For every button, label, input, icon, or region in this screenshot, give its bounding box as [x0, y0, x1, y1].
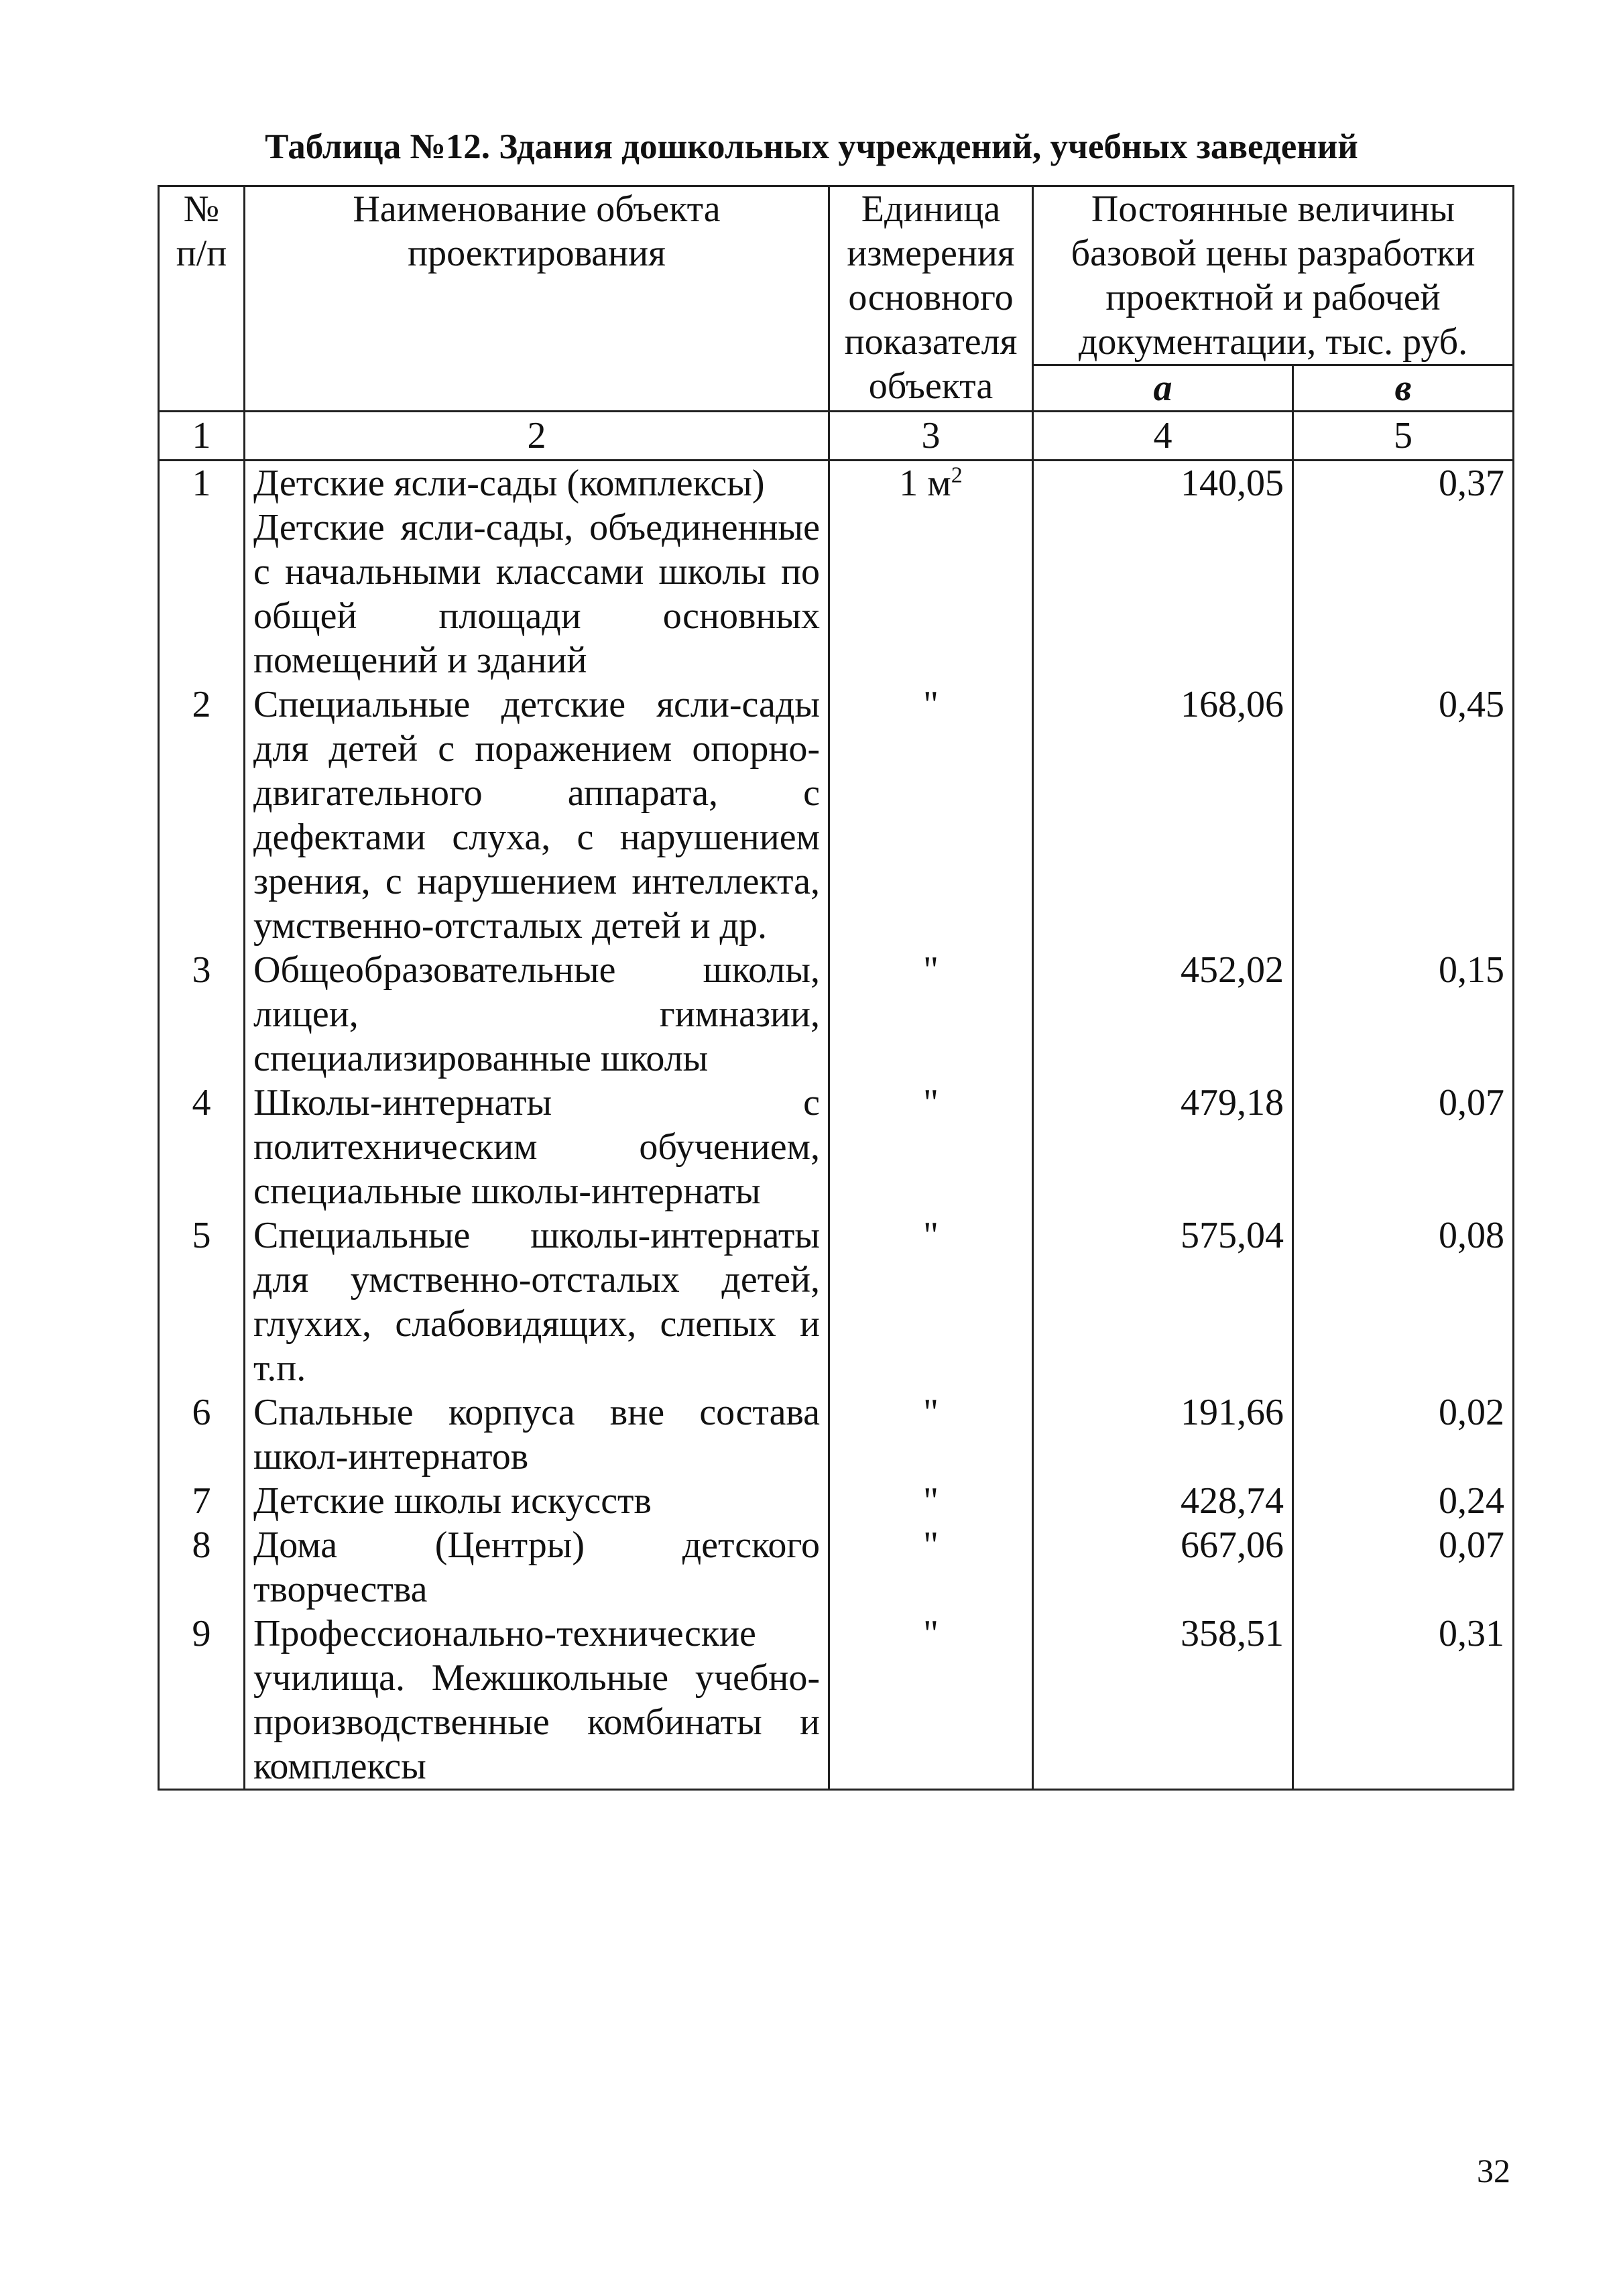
- column-number: 2: [245, 412, 829, 461]
- header-name: Наименование объекта проектирования: [245, 186, 829, 412]
- column-number: 4: [1033, 412, 1293, 461]
- value-b: 0,45: [1293, 682, 1514, 948]
- value-a: 667,06: [1033, 1523, 1293, 1612]
- object-name: Специальные школы-интернаты для умственно-отсталых детей, глухих, слабовидящих, слепых и т.п.: [245, 1213, 829, 1390]
- header-values: Постоянные величины базовой цены разработки проектной и рабочей документации, тыс. руб.: [1033, 186, 1514, 365]
- row-number: 8: [159, 1523, 245, 1612]
- row-number: 5: [159, 1213, 245, 1390]
- unit-ditto: ": [829, 948, 1033, 1081]
- column-number: 5: [1293, 412, 1514, 461]
- object-name: Детские ясли-сады (комплексы) Детские ясли-сады, объединенные с начальными классами школы по общей площади основных помещений и зданий: [245, 461, 829, 683]
- unit-ditto: ": [829, 1390, 1033, 1479]
- row-number: 7: [159, 1479, 245, 1523]
- value-b: 0,31: [1293, 1612, 1514, 1790]
- table-title: Таблица №12. Здания дошкольных учреждений, учебных заведений: [265, 127, 1358, 166]
- table-row: [159, 1213, 1514, 1390]
- row-number: 1: [159, 461, 245, 683]
- table-row: [159, 948, 1514, 1081]
- value-a: 358,51: [1033, 1612, 1293, 1790]
- value-a: 575,04: [1033, 1213, 1293, 1390]
- page-number: 32: [1477, 2152, 1510, 2189]
- value-b: 0,02: [1293, 1390, 1514, 1479]
- column-number: 3: [829, 412, 1033, 461]
- unit-ditto: ": [829, 1523, 1033, 1612]
- value-a: 168,06: [1033, 682, 1293, 948]
- table-row: [159, 1390, 1514, 1479]
- value-b: 0,08: [1293, 1213, 1514, 1390]
- unit-ditto: ": [829, 682, 1033, 948]
- header-a: а: [1033, 365, 1293, 412]
- unit-superscript: 2: [951, 463, 963, 488]
- table-row: [159, 1479, 1514, 1523]
- unit-ditto: ": [829, 1479, 1033, 1523]
- row-number: 4: [159, 1081, 245, 1213]
- value-b: 0,07: [1293, 1081, 1514, 1213]
- table-row: [159, 461, 1514, 683]
- row-number: 6: [159, 1390, 245, 1479]
- value-a: 452,02: [1033, 948, 1293, 1081]
- unit-cell: [829, 461, 1033, 683]
- table-row: [159, 1081, 1514, 1213]
- row-number: 9: [159, 1612, 245, 1790]
- value-b: 0,37: [1293, 461, 1514, 683]
- object-name: Общеобразовательные школы, лицеи, гимназии, специализированные школы: [245, 948, 829, 1081]
- value-a: 479,18: [1033, 1081, 1293, 1213]
- value-a: 191,66: [1033, 1390, 1293, 1479]
- object-name: Спальные корпуса вне состава школ-интернатов: [245, 1390, 829, 1479]
- unit-ditto: ": [829, 1612, 1033, 1790]
- value-b: 0,24: [1293, 1479, 1514, 1523]
- header-unit: Единица измерения основного показателя объекта: [829, 186, 1033, 412]
- object-name: Профессионально-технические училища. Межшкольные учебно-производственные комбинаты и комплексы: [245, 1612, 829, 1790]
- unit-ditto: ": [829, 1081, 1033, 1213]
- object-name: Дома (Центры) детского творчества: [245, 1523, 829, 1612]
- price-table: [158, 185, 1514, 1791]
- object-name: Школы-интернаты с политехническим обучением, специальные школы-интернаты: [245, 1081, 829, 1213]
- row-number: 3: [159, 948, 245, 1081]
- header-b: в: [1293, 365, 1514, 412]
- value-a: 428,74: [1033, 1479, 1293, 1523]
- header-num: № п/п: [159, 186, 245, 412]
- unit-ditto: ": [829, 1213, 1033, 1390]
- row-number: 2: [159, 682, 245, 948]
- unit-text: 1 м: [899, 463, 951, 504]
- table-row: [159, 1612, 1514, 1790]
- table-row: [159, 682, 1514, 948]
- object-name: Специальные детские ясли-сады для детей с поражением опорно-двигательного аппарата, с дефектами слуха, с нарушением зрения, с нарушением интеллекта, умственно-отсталых детей и др.: [245, 682, 829, 948]
- value-a: 140,05: [1033, 461, 1293, 683]
- table-row: [159, 1523, 1514, 1612]
- column-number: 1: [159, 412, 245, 461]
- object-name: Детские школы искусств: [245, 1479, 829, 1523]
- value-b: 0,15: [1293, 948, 1514, 1081]
- value-b: 0,07: [1293, 1523, 1514, 1612]
